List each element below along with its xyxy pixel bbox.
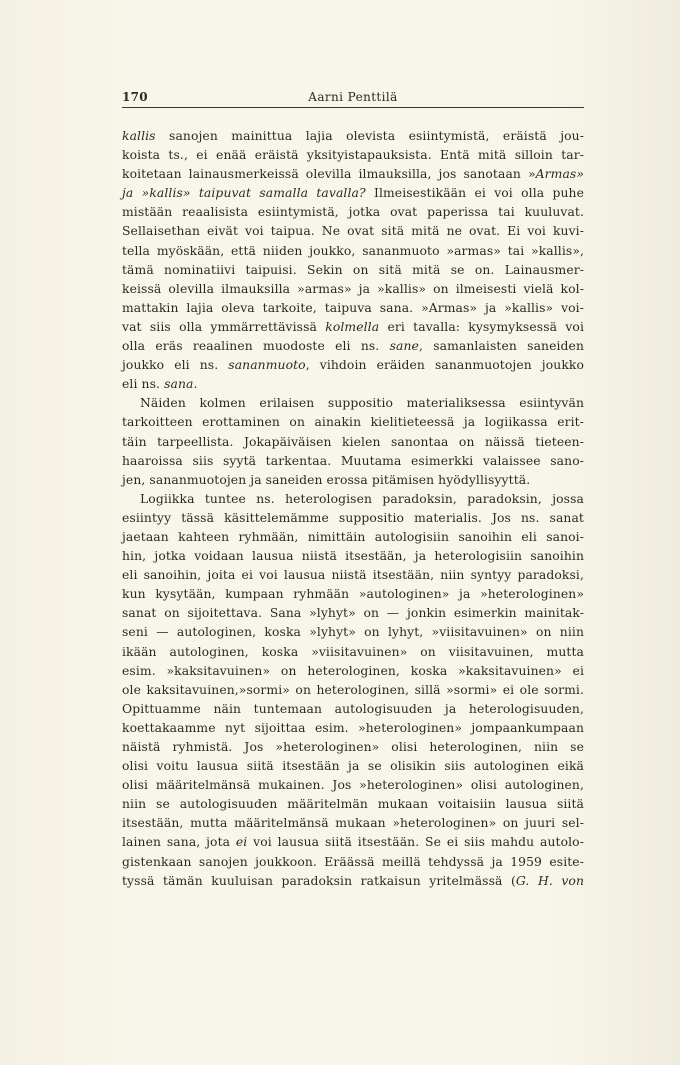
text-run: koista ts., ei enää eräistä yksityistapauksista. Entä mitä silloin tar- (122, 148, 584, 163)
text-run: sanojen mainittua lajia olevista esiintymistä, eräistä jou- (155, 129, 584, 143)
text-run: itsestään, mutta määritelmänsä mukaan »heterologinen» on juuri sel- (122, 816, 584, 831)
text-run: kun kysytään, kumpaan ryhmään »autologinen» ja »heterologinen» (122, 587, 584, 602)
text-line (122, 261, 584, 280)
paragraph (122, 394, 584, 489)
text-line (122, 738, 584, 757)
text-line (122, 242, 584, 261)
text-run: koettakaamme nyt sijoittaa esim. »heterologinen» jompaankumpaan (122, 720, 584, 735)
italic-text: sananmuoto (228, 358, 306, 373)
italic-text: kallis (122, 129, 156, 143)
text-run: näistä ryhmistä. Jos »heterologinen» olisi heterologinen, niin se (122, 740, 584, 754)
paragraph (122, 127, 584, 394)
text-run: olisi määritelmänsä mukainen. Jos »heterologinen» olisi autologinen, (122, 778, 584, 793)
text-run: Näiden kolmen erilaisen suppositio materialiksessa esiintyvän (140, 396, 584, 411)
body-text (122, 127, 584, 891)
text-run: eli ns. (122, 377, 165, 392)
text-line (122, 547, 584, 566)
text-line (122, 184, 584, 203)
italic-text: G. H. von (515, 873, 584, 888)
text-run: voi lausua siitä itsestään. Se ei siis mahdu autolo- (247, 835, 584, 850)
text-run: ikään autologinen, koska »viisitavuinen» on viisitavuinen, mutta (122, 644, 584, 659)
page-number: 170 (122, 90, 148, 104)
text-line (122, 719, 584, 738)
text-line (122, 700, 584, 719)
italic-text: sana (164, 377, 194, 392)
text-line (122, 662, 584, 681)
text-run: tella myöskään, että niiden joukko, sananmuoto »armas» tai »kallis», (122, 243, 584, 258)
text-run: seni — autologinen, koska »lyhyt» on lyhyt, »viisitavuinen» on niin (122, 625, 584, 640)
text-line (122, 127, 584, 146)
text-run: gistenkaan sanojen joukkoon. Eräässä meillä tehdyssä ja 1959 esite- (122, 854, 584, 869)
text-run: mattakin lajia oleva tarkoite, taipuva sana. »Armas» ja »kallis» voi- (122, 300, 584, 315)
text-line (122, 375, 584, 394)
text-line (122, 757, 584, 776)
text-line (122, 795, 584, 814)
running-head-author: Aarni Penttilä (308, 90, 398, 104)
text-run: olla eräs reaalinen muodoste eli ns. (122, 339, 390, 354)
text-run: Sellaisethan eivät voi taipua. Ne ovat sitä mitä ne ovat. Ei voi kuvi- (122, 224, 584, 239)
text-run: eri tavalla: kysymyksessä voi (379, 319, 584, 334)
text-line (122, 604, 584, 623)
text-line (122, 490, 584, 509)
text-line (122, 833, 584, 852)
text-run: tämä nominatiivi taipuisi. Sekin on sitä mitä se on. Lainausmer- (122, 262, 584, 277)
text-line (122, 509, 584, 528)
text-line (122, 318, 584, 337)
text-run: , vihdoin eräiden sananmuotojen joukko (305, 358, 585, 373)
italic-text: kolmella (325, 319, 380, 334)
text-line (122, 566, 584, 585)
text-line (122, 814, 584, 833)
text-run: lainen sana, jota (122, 835, 236, 850)
italic-text: Armas» (535, 167, 584, 182)
text-line (122, 203, 584, 222)
text-run: koitetaan lainausmerkeissä olevilla ilmauksilla, jos sanotaan » (122, 167, 536, 182)
text-line (122, 222, 584, 241)
text-line (122, 623, 584, 642)
text-run: hin, jotka voidaan lausua niistä itsestään, ja heterologisiin sanoihin (122, 549, 584, 564)
text-run: esim. »kaksitavuinen» on heterologinen, koska »kaksitavuinen» ei (122, 663, 584, 678)
text-line (122, 528, 584, 547)
text-line (122, 853, 584, 872)
text-run: täin tarpeellista. Jokapäiväisen kielen sanontaa on näissä tieteen- (122, 434, 584, 449)
text-line (122, 585, 584, 604)
text-line (122, 452, 584, 471)
text-line (122, 681, 584, 700)
text-line (122, 356, 584, 375)
italic-text: ei (235, 835, 248, 850)
text-line (122, 394, 584, 413)
text-run: niin se autologisuuden määritelmän mukaan voitaisiin lausua siitä (122, 797, 584, 812)
text-line (122, 146, 584, 165)
text-run: Opittuamme näin tuntemaan autologisuuden ja heterologisuuden, (122, 701, 584, 716)
text-run: esiintyy tässä käsittelemämme suppositio materialis. Jos ns. sanat (122, 510, 584, 525)
text-run: ole kaksitavuinen,»sormi» on heterologinen, sillä »sormi» ei ole sormi. (122, 682, 584, 697)
text-run: tyssä tämän kuuluisan paradoksin ratkaisun yritelmässä ( (122, 873, 516, 888)
text-run: eli sanoihin, joita ei voi lausua niistä itsestään, niin syntyy paradoksi, (122, 568, 584, 583)
text-run: Ilmeisestikään ei voi olla puhe (365, 186, 585, 201)
text-line (122, 280, 584, 299)
text-line (122, 413, 584, 432)
text-run: Logiikka tuntee ns. heterologisen paradoksin, paradoksin, jossa (140, 491, 584, 506)
text-line (122, 165, 584, 184)
text-line (122, 643, 584, 662)
text-line (122, 337, 584, 356)
text-run: vat siis olla ymmärrettävissä (122, 319, 326, 334)
text-line (122, 471, 584, 490)
text-line (122, 872, 584, 891)
text-run: keissä olevilla ilmauksilla »armas» ja »kallis» on ilmeisesti vielä kol- (122, 281, 584, 296)
text-run: sanat on sijoitettava. Sana »lyhyt» on — jonkin esimerkin mainitak- (122, 606, 584, 621)
page-header (122, 89, 584, 108)
text-line (122, 433, 584, 452)
text-run: . (193, 377, 198, 392)
text-run: tarkoitteen erottaminen on ainakin kielitieteessä ja logiikassa erit- (122, 415, 584, 430)
text-run: jen, sananmuotojen ja saneiden erossa pitämisen hyödyllisyyttä. (122, 472, 531, 487)
text-run: mistään reaalisista esiintymistä, jotka ovat paperissa tai kuuluvat. (122, 205, 584, 220)
text-run: joukko eli ns. (122, 358, 229, 373)
italic-text: ja »kallis» taipuvat samalla tavalla? (122, 186, 366, 201)
text-run: , samanlaisten saneiden (418, 339, 585, 354)
text-run: haaroissa siis syytä tarkentaa. Muutama esimerkki valaissee sano- (122, 453, 584, 468)
text-run: jaetaan kahteen ryhmään, nimittäin autologisiin sanoihin eli sanoi- (122, 529, 584, 544)
italic-text: sane (389, 339, 419, 354)
text-line (122, 776, 584, 795)
paragraph (122, 490, 584, 891)
text-line (122, 299, 584, 318)
text-run: olisi voitu lausua siitä itsestään ja se olisikin siis autologinen eikä (122, 759, 584, 774)
